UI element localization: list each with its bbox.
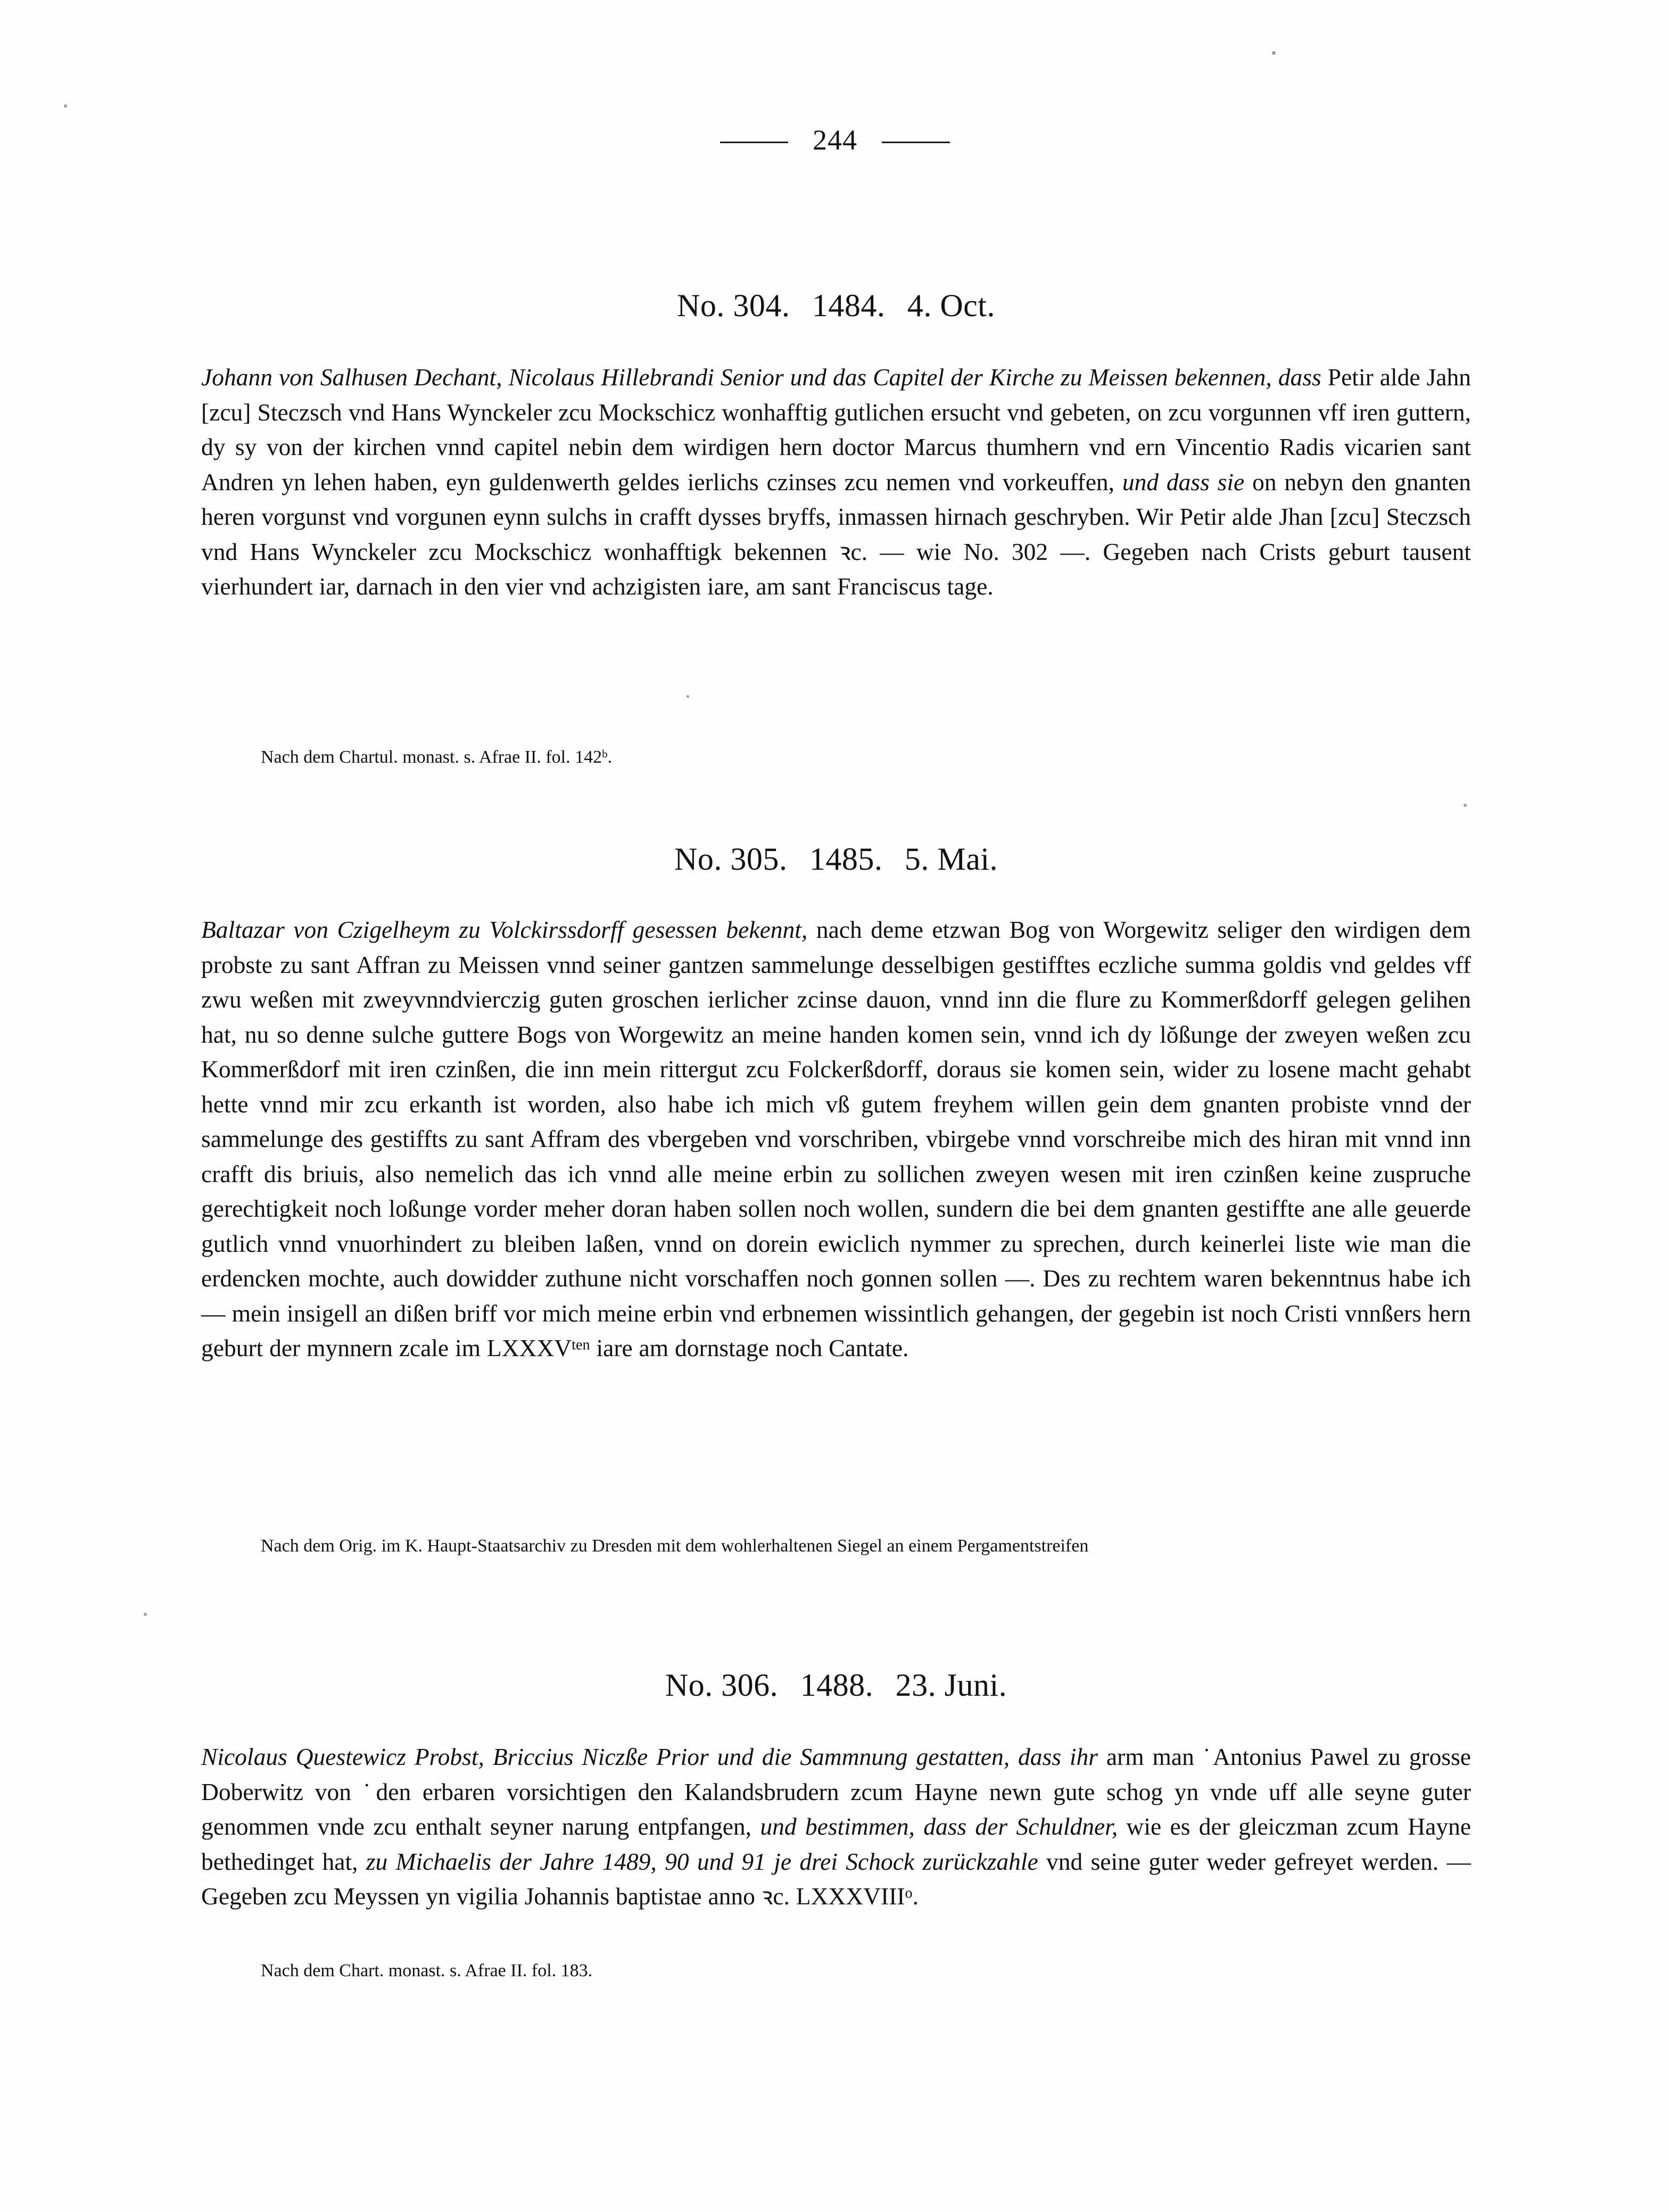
scan-speck <box>1272 51 1276 55</box>
scan-speck <box>64 104 67 108</box>
doc-304-source-text: Nach dem Chartul. monast. s. Afrae II. fol. 142 <box>261 747 602 767</box>
doc-306-superscript: o <box>905 1885 913 1902</box>
doc-304-italic-insert: und dass sie <box>1122 468 1253 496</box>
doc-306-text-4: . <box>912 1883 919 1910</box>
header-rule-right <box>882 142 950 143</box>
doc-306-year: 1488. <box>800 1668 874 1703</box>
doc-305-text-2: iare am dornstage noch Cantate. <box>590 1334 909 1361</box>
doc-306-number: No. 306. <box>665 1668 779 1703</box>
doc-306-date: 23. Juni. <box>895 1668 1007 1703</box>
doc-304-source-end: . <box>607 747 613 767</box>
doc-304-text-2: on nebyn den gnanten heren vorgunst vnd vorgunen eynn sulchs in crafft dysses bryffs, inmassen hirnach geschryben. Wir Petir alde Jhan [zcu] Steczsch vnd Hans Wynckeler zcu Mockschicz wonhafftigk bekennen ꝛc. — wie No. 302 —. Gegeben nach Crists geburt tausent vierhundert iar, darnach in den vier vnd achzigisten iare, am sant Franciscus tage. <box>201 468 1471 600</box>
doc-304-regest: Johann von Salhusen Dechant, Nicolaus Hillebrandi Senior und das Capitel der Kirche zu Meissen bekennen, dass <box>201 364 1328 391</box>
scan-speck <box>144 1613 147 1616</box>
doc-304-heading <box>201 287 1471 324</box>
doc-305-year: 1485. <box>809 841 883 877</box>
doc-306-text-2: wie es der gleiczman zcum Hayne bethedinget hat, <box>201 1813 1471 1875</box>
folio-number: 244 <box>813 124 857 156</box>
doc-304-source-note <box>201 744 1531 771</box>
doc-305-source-text: Nach dem Orig. im K. Haupt-Staatsarchiv zu Dresden mit dem wohlerhaltenen Siegel an einem Pergamentstreifen <box>261 1536 1089 1556</box>
doc-304-body <box>201 360 1471 604</box>
running-head <box>0 123 1670 156</box>
doc-305-superscript: ten <box>572 1336 590 1353</box>
doc-304-text-1: Petir alde Jahn [zcu] Steczsch vnd Hans Wynckeler zcu Mockschicz wonhafftig gutlichen ersucht vnd gebeten, on zcu vorgunnen vff iren guttern, dy sy von der kirchen vnnd capitel nebin dem wirdigen hern doctor Marcus thumhern vnd ern Vincentio Radis vicarien sant Andren yn lehen haben, eyn guldenwerth geldes ierlichs czinses zcu nemen vnd vorkeuffen, <box>201 364 1471 496</box>
doc-304-year: 1484. <box>812 288 886 323</box>
doc-305-date: 5. Mai. <box>904 841 998 877</box>
doc-305-number: No. 305. <box>674 841 788 877</box>
doc-305-body <box>201 912 1471 1366</box>
doc-306-italic-insert-1: und bestimmen, dass der Schuldner, <box>760 1813 1127 1840</box>
doc-306-regest: Nicolaus Questewicz Probst, Briccius Niczße Prior und die Sammnung gestatten, dass ihr <box>201 1743 1106 1770</box>
doc-305-source-note <box>201 1533 1531 1559</box>
doc-306-text-3: vnd seine guter weder gefreyet werden. — Gegeben zcu Meyssen yn vigilia Johannis baptistae anno ꝛc. LXXXVIII <box>201 1847 1471 1910</box>
doc-304-date: 4. Oct. <box>907 288 995 323</box>
doc-306-source-note <box>201 1958 1471 1984</box>
doc-306-italic-insert-2: zu Michaelis der Jahre 1489, 90 und 91 je drei Schock zurückzahle <box>366 1847 1047 1875</box>
doc-304-number: No. 304. <box>677 288 790 323</box>
scan-speck <box>1464 804 1467 807</box>
doc-306-source-text: Nach dem Chart. monast. s. Afrae II. fol. 183. <box>261 1961 593 1980</box>
doc-305-regest: Baltazar von Czigelheym zu Volckirssdorff gesessen bekennt, <box>201 916 816 943</box>
doc-306-heading <box>201 1667 1471 1704</box>
doc-304-source-superscript: b <box>602 747 608 761</box>
scan-speck <box>687 695 689 698</box>
header-rule-left <box>720 142 788 143</box>
doc-305-heading <box>201 841 1471 878</box>
doc-306-text-1: arm man ˙Antonius Pawel zu grosse Doberwitz von ˙den erbaren vorsichtigen den Kalandsbrudern zcum Hayne newn gute schog yn vnde uff alle seyne guter genommen vnde zcu enthalt seyner narung entpfangen, <box>201 1743 1471 1840</box>
doc-306-body <box>201 1739 1471 1914</box>
doc-305-text-1: nach deme etzwan Bog von Worgewitz seliger den wirdigen dem probste zu sant Affran zu Meissen vnnd seiner gantzen sammelunge desselbigen gestifftes eczliche summa goldis vnd geldes vff zwu weßen mit zweyvnndvierczig guten groschen ierlicher zcinse dauon, vnnd inn die flure zu Kommerßdorff gelegen gelihen hat, nu so denne sulche guttere Bogs von Worgewitz an meine handen komen sein, vnnd ich dy lŏßunge der zweyen weßen zcu Kommerßdorf mit iren czinßen, die inn mein rittergut zcu Folckerßdorff, doraus sie komen sein, wider zu losene macht gehabt hette vnnd mir zcu erkanth ist worden, also habe ich mich vß gutem freyhem willen gein dem gnanten probiste vnnd der sammelunge des gestiffts zu sant Affram des vbergeben vnd vorschriben, vbirgebe vnnd vorschreibe mich des hiran mit vnnd inn crafft dis briuis, also nemelich das ich vnnd alle meine erbin zu sollichen zweyen wesen mit iren czinßen keine zuspruche gerechtigkeit noch loßunge vorder meher doran haben sollen noch wollen, sundern die bei dem gnanten gestiffte ane alle geuerde gutlich vnnd vnuorhindert zu bleiben laßen, vnnd on dorein ewiclich nymmer zu sprechen, durch keinerlei liste wie man die erdencken mochte, auch dowidder zuthune nicht vorschaffen noch gonnen sollen —. Des zu rechtem waren bekenntnus habe ich — mein insigell an dißen briff vor mich meine erbin vnd erbnemen wissintlich gehangen, der gegebin ist noch Cristi vnnßers hern geburt der mynnern zcale im LXXXV <box>201 916 1471 1361</box>
